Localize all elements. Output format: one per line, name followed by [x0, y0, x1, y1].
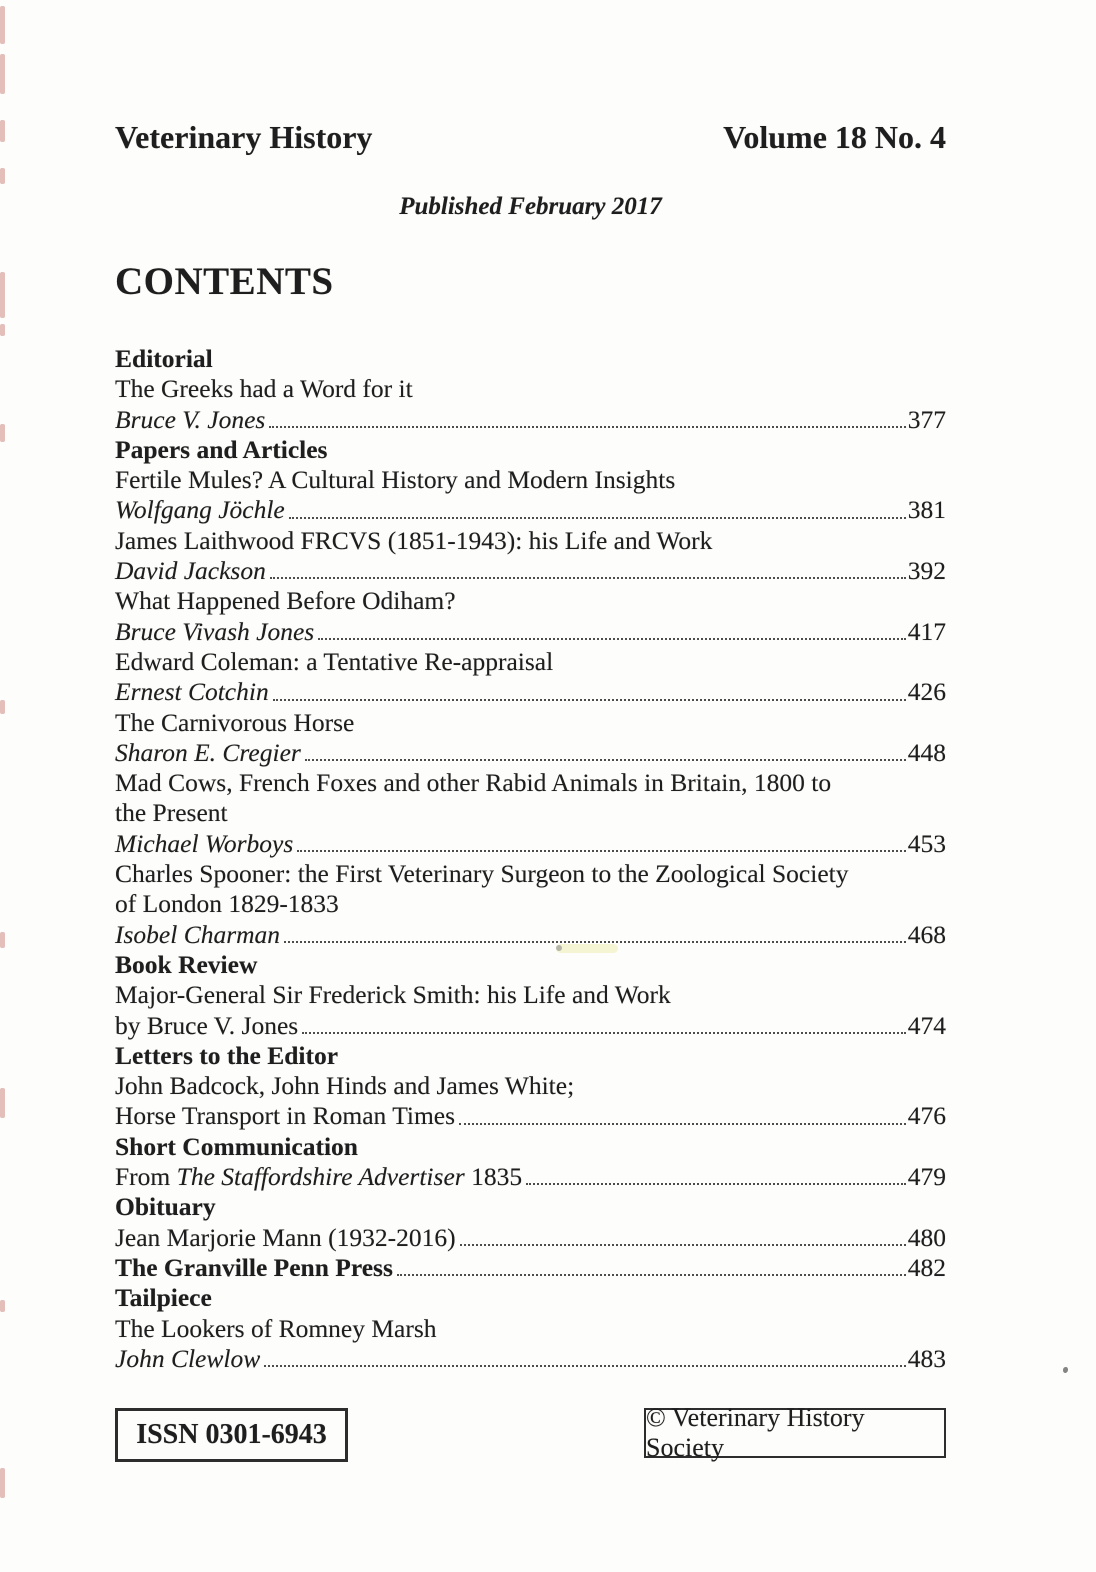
leader-dots: [297, 850, 906, 852]
toc-text: Ernest Cotchin: [115, 677, 269, 707]
masthead: [115, 118, 946, 156]
toc-line: [115, 405, 946, 435]
toc-text: John Badcock, John Hinds and James White;: [115, 1071, 575, 1101]
toc-text: James Laithwood FRCVS (1851-1943): his Life and Work: [115, 525, 713, 555]
toc-text: The Greeks had a Word for it: [115, 374, 413, 404]
toc-line: [115, 1253, 946, 1283]
scan-artifact: [0, 168, 5, 184]
toc-line: [115, 1192, 946, 1222]
toc-text: The Staffordshire Advertiser: [176, 1162, 465, 1192]
toc-line: [115, 738, 946, 768]
leader-dots: [460, 1244, 906, 1246]
toc-line: [115, 1041, 946, 1071]
toc-page-number: 448: [907, 737, 946, 767]
toc-text: Charles Spooner: the First Veterinary Surgeon to the Zoological Society: [115, 859, 849, 889]
scan-artifact-speck: [1063, 1367, 1068, 1373]
issn-box: [115, 1408, 348, 1462]
toc-line: [115, 374, 946, 404]
toc-page-number: 392: [907, 556, 946, 586]
toc-line: [115, 1011, 946, 1041]
leader-dots: [397, 1274, 906, 1276]
toc-page-number: 468: [907, 919, 946, 949]
leader-dots: [284, 941, 906, 943]
toc-line: [115, 1132, 946, 1162]
toc-line: [115, 344, 946, 374]
toc-text: Short Communication: [115, 1131, 358, 1161]
scan-artifact: [0, 932, 5, 948]
toc-text: Edward Coleman: a Tentative Re-appraisal: [115, 646, 554, 676]
toc-page-number: 426: [907, 677, 946, 707]
leader-dots: [526, 1183, 906, 1185]
toc-page-number: 482: [907, 1252, 946, 1282]
footer: [115, 1403, 946, 1463]
toc-page-number: 479: [907, 1162, 946, 1192]
toc-text: David Jackson: [115, 556, 266, 586]
copyright-label: © Veterinary History Society: [646, 1403, 865, 1463]
leader-dots: [269, 426, 905, 428]
toc-text: Sharon E. Cregier: [115, 737, 301, 767]
journal-title: Veterinary History: [115, 119, 373, 155]
toc-line: [115, 647, 946, 677]
toc-line: [115, 586, 946, 616]
toc-text: Editorial: [115, 344, 213, 373]
toc-text: Horse Transport in Roman Times: [115, 1101, 456, 1131]
toc-line: [115, 465, 946, 495]
toc-text: Jean Marjorie Mann (1932-2016): [115, 1222, 456, 1252]
toc-line: [115, 1314, 946, 1344]
toc-line: [115, 980, 946, 1010]
toc-page-number: 480: [907, 1222, 946, 1252]
toc-line: [115, 768, 946, 798]
scan-artifact: [0, 324, 5, 336]
copyright-box: [644, 1403, 946, 1463]
toc-text: Michael Worboys: [115, 828, 294, 858]
toc-text: the Present: [115, 798, 228, 828]
scan-artifact: [0, 6, 5, 44]
scan-artifact: [0, 700, 5, 714]
scan-artifact: [0, 120, 5, 142]
leader-dots: [289, 517, 906, 519]
scan-artifact: [0, 424, 5, 442]
toc-page-number: 417: [907, 616, 946, 646]
toc-line: [115, 495, 946, 525]
toc-text: Major-General Sir Frederick Smith: his Life and Work: [115, 980, 671, 1010]
toc-line: [115, 1162, 946, 1192]
volume-label: Volume 18 No. 4: [723, 119, 946, 155]
toc-page-number: 483: [907, 1343, 946, 1373]
leader-dots: [264, 1365, 906, 1367]
leader-dots: [270, 577, 906, 579]
leader-dots: [273, 699, 906, 701]
toc-line: [115, 617, 946, 647]
toc-text: What Happened Before Odiham?: [115, 586, 456, 616]
toc-text: by Bruce V. Jones: [115, 1010, 299, 1040]
toc-line: [115, 1101, 946, 1131]
toc-line: [115, 889, 946, 919]
scan-artifact: [0, 272, 5, 318]
toc-text: Mad Cows, French Foxes and other Rabid Animals in Britain, 1800 to: [115, 768, 832, 798]
toc-line: [115, 1071, 946, 1101]
toc-line: [115, 677, 946, 707]
toc-text: The Granville Penn Press: [115, 1252, 393, 1282]
toc-text: Bruce Vivash Jones: [115, 616, 315, 646]
toc-text: Tailpiece: [115, 1283, 212, 1313]
toc-text: The Carnivorous Horse: [115, 707, 355, 737]
toc-text: of London 1829-1833: [115, 889, 339, 919]
toc-page-number: 381: [907, 495, 946, 525]
toc-line: [115, 708, 946, 738]
toc-line: [115, 859, 946, 889]
toc-text: Obituary: [115, 1192, 216, 1222]
toc-page-number: 474: [907, 1010, 946, 1040]
leader-dots: [302, 1032, 906, 1034]
toc-text: Wolfgang Jöchle: [115, 495, 285, 525]
scan-artifact: [0, 54, 5, 94]
toc-page-number: 377: [907, 404, 946, 434]
contents-heading: CONTENTS: [115, 260, 334, 303]
toc-text: Bruce V. Jones: [115, 404, 266, 434]
scan-artifact: [0, 1300, 5, 1312]
toc-text: The Lookers of Romney Marsh: [115, 1313, 437, 1343]
toc-line: [115, 950, 946, 980]
toc-line: [115, 1223, 946, 1253]
toc-line: [115, 435, 946, 465]
leader-dots: [459, 1123, 906, 1125]
toc-text: Papers and Articles: [115, 434, 328, 464]
toc-line: [115, 556, 946, 586]
toc-text: Fertile Mules? A Cultural History and Modern Insights: [115, 465, 676, 495]
leader-dots: [318, 638, 906, 640]
toc-text: Isobel Charman: [115, 919, 281, 949]
scan-artifact: [0, 1468, 5, 1498]
toc-line: [115, 920, 946, 950]
toc: [115, 344, 946, 1374]
toc-line: [115, 798, 946, 828]
toc-text: Letters to the Editor: [115, 1040, 339, 1070]
toc-text: Book Review: [115, 949, 258, 979]
toc-text: 1835: [464, 1162, 523, 1192]
toc-line: [115, 526, 946, 556]
toc-page-number: 476: [907, 1101, 946, 1131]
issn-label: ISSN 0301-6943: [136, 1419, 327, 1451]
toc-line: [115, 1344, 946, 1374]
leader-dots: [305, 759, 906, 761]
published-date: Published February 2017: [399, 193, 662, 220]
toc-page-number: 453: [907, 828, 946, 858]
scan-artifact: [0, 1088, 5, 1118]
toc-line: [115, 829, 946, 859]
toc-text: From: [115, 1162, 177, 1192]
toc-line: [115, 1283, 946, 1313]
toc-text: John Clewlow: [115, 1343, 261, 1373]
